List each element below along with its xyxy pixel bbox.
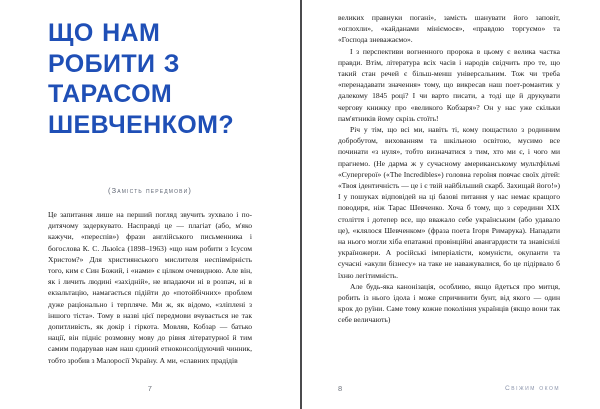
paragraph: Річ у тім, що всі ми, навіть ті, кому пощастило з родинним добробутом, вихованням та шкільною освітою, мусимо все починати «з нуля», тобто визначатися з тим, хто ми є, і чого ми прагнемо. (Не дарма ж у сучасному американському мультфільмі «Супергерої» («The Incredibles») головна героїня повчає своїх дітей: «Твоя ідентичність — це і є твій найбільший скарб. Захищай його!») І у пошуках відповідей на ці базові питання у нас немає кращого поводиря, ніж Тарас Шевченко. Хоча б тому, що з середини XIX століття і дотепер все, що вважало себе українським (або удавало це), «клялося Шевченком» (фраза поета Ігоря Римарука). Нападати на нього могли хіба епатажні провінційні авангардисти та знавіснілі україножери. А російські імперіалісти, комуністи, окупанти та сучасні «акули бізнесу» на таке не наважувалися, бо це підірвало б їхню легітимність. xyxy=(338,125,560,280)
running-head: Свіжим оком xyxy=(505,385,560,392)
book-spine-divider xyxy=(300,0,302,409)
right-page-body xyxy=(338,0,560,326)
left-page-footer xyxy=(0,384,300,393)
page-title: ЩО НАМ РОБИТИ З ТАРАСОМ ШЕВЧЕНКОМ? xyxy=(48,19,234,139)
paragraph: Це запитання лише на перший погляд звучить зухвало і по-дитячому задеркувато. Насправді це — плагіат (або, м'яко кажучи, «переспів») фрази англійського письменника і богослова К. С. Льюїса (1898–1963) «що нам робити з Ісусом Христом?» Для християнського мислителя неспівмірність того, ким є Син Божий, і «нами» є цілком очевидною. Але він, як і личить людині «західній», не впадаючи ні в розпач, ні в екзальтацію, намагається підійти до «потойбічних» проблем дуже раціонально і терпляче. Ми ж, як відомо, «зліплені з іншого тіста». Тому в назві цієї передмови вчувається не так допитливість, як докір і гіркота. Мовляв, Кобзар — батько нації, він підніс розмовну мову до рівня літературної й тим самим подарував нам наш єдиний етноконсолідуючий чинник, тобто зробив з Малоросії Україну. А ми, «славних прадідів xyxy=(48,210,252,365)
right-page xyxy=(300,0,600,409)
page-number: 7 xyxy=(147,384,153,393)
paragraph: великих правнуки погані», замість шанувати його заповіт, «оглохли», «кайданами мініємося», «правдою торгуємо» та «Господа зневажаємо». xyxy=(338,13,560,45)
paragraph: І з перспективи вогненного пророка в цьому є велика частка правди. Втім, література всіх часів і народів свідчить про те, що такий стан речей є більш-менш універсальним. Тож чи треба «перенадавати значення» тому, що викресав наш поет-романтик у далекому 1845 році? І чи варто писати, а тоді ще й друкувати чергову книжку про «великого Кобзаря»? Он у нас уже скільки пам'ятників йому скрізь стоїть! xyxy=(338,46,560,123)
page-number: 8 xyxy=(338,384,343,393)
paragraph: Але будь-яка канонізація, особливо, якщо йдеться про митця, робить із нього ідола і може спричинити бунт, від якого — один крок до руїни. Саме тому кожне покоління українців (якщо вони так себе величають) xyxy=(338,281,560,325)
chapter-subtitle: (Замість передмови) xyxy=(108,186,192,195)
title-block xyxy=(48,0,252,195)
left-page-body xyxy=(48,195,252,366)
right-page-footer xyxy=(300,384,600,393)
